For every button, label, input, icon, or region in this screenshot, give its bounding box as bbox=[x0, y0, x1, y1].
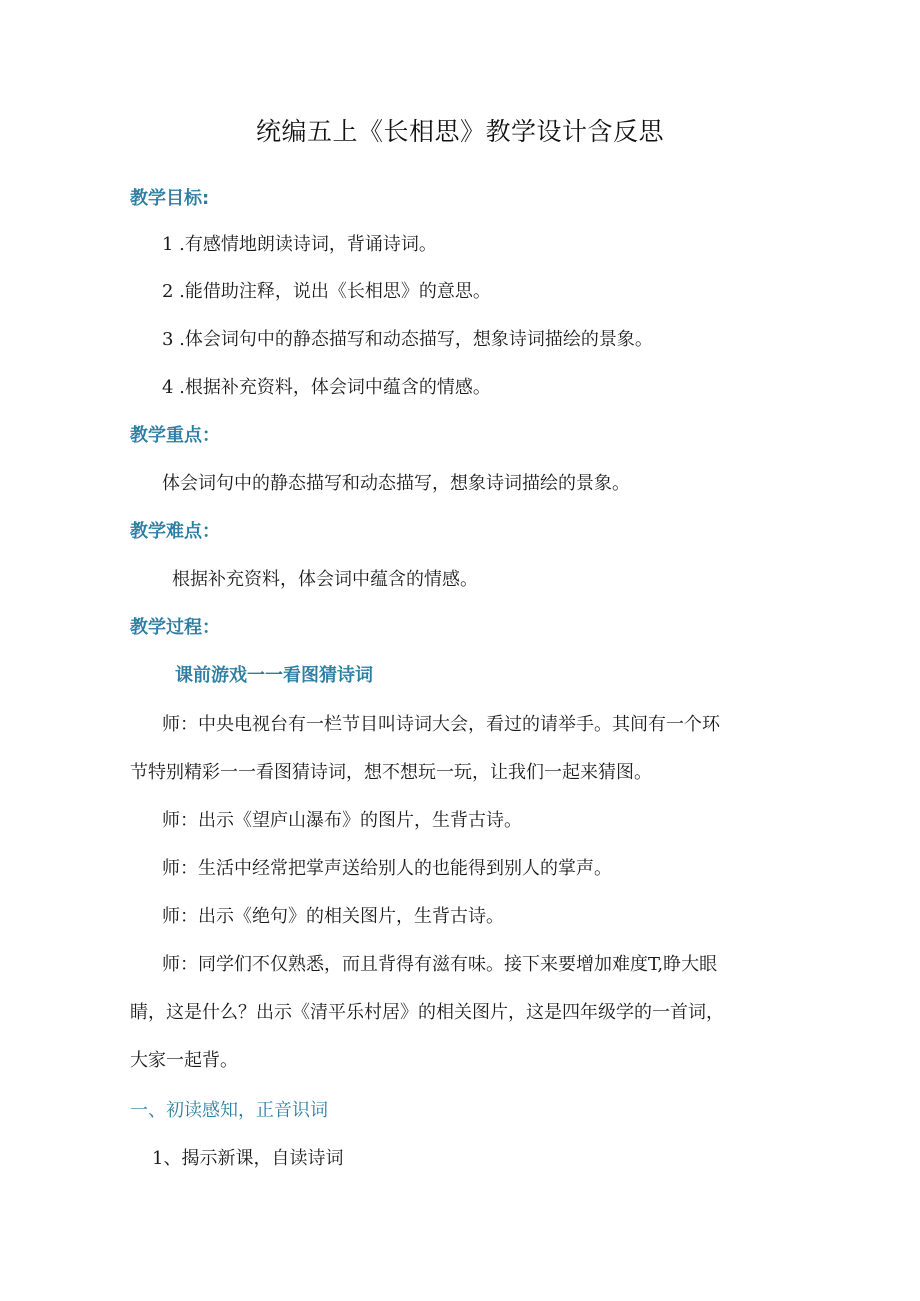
objective-item-2: 2 .能借助注释，说出《长相思》的意思。 bbox=[162, 281, 491, 302]
process-line: 师：出示《望庐山瀑布》的图片，生背古诗。 bbox=[162, 810, 522, 831]
objective-item-4: 4 .根据补充资料，体会词中蕴含的情感。 bbox=[162, 377, 491, 398]
process-line: 睛，这是什么？出示《清平乐村居》的相关图片，这是四年级学的一首词， bbox=[130, 1002, 724, 1023]
difficulties-text: 根据补充资料，体会词中蕴含的情感。 bbox=[172, 569, 478, 590]
objective-item-3: 3 .体会词句中的静态描写和动态描写，想象诗词描绘的景象。 bbox=[162, 329, 653, 350]
game-title: 课前游戏一一看图猜诗词 bbox=[175, 665, 373, 686]
process-line: 师：生活中经常把掌声送给别人的也能得到别人的掌声。 bbox=[162, 858, 612, 879]
process-line: 大家一起背。 bbox=[130, 1050, 238, 1071]
process-line: 节特别精彩一一看图猜诗词，想不想玩一玩，让我们一起来猜图。 bbox=[130, 762, 652, 783]
process-line: 师：中央电视台有一栏节目叫诗词大会，看过的请举手。其间有一个环 bbox=[162, 714, 720, 735]
key-points-heading: 教学重点： bbox=[130, 425, 220, 446]
process-line: 师：同学们不仅熟悉，而且背得有滋有味。接下来要增加难度T,睁大眼 bbox=[162, 954, 718, 975]
key-points-text: 体会词句中的静态描写和动态描写，想象诗词描绘的景象。 bbox=[162, 473, 630, 494]
section-one-title: 一、初读感知，正音识词 bbox=[130, 1100, 328, 1121]
section-one-item: 1、揭示新课，自读诗词 bbox=[152, 1148, 344, 1169]
objectives-heading: 教学目标: bbox=[130, 188, 210, 209]
objective-item-1: 1 .有感情地朗读诗词，背诵诗词。 bbox=[162, 234, 437, 255]
process-heading: 教学过程： bbox=[130, 617, 220, 638]
document-title: 统编五上《长相思》教学设计含反思 bbox=[255, 117, 664, 146]
difficulties-heading: 教学难点： bbox=[130, 521, 220, 542]
process-line: 师：出示《绝句》的相关图片，生背古诗。 bbox=[162, 906, 504, 927]
